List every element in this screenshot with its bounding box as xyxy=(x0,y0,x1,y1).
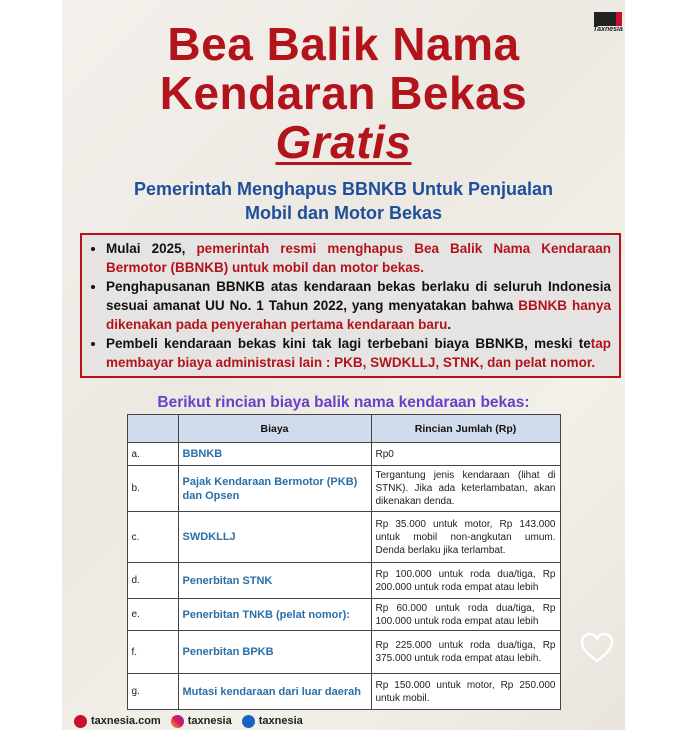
cell-no: b. xyxy=(127,466,178,512)
taxnesia-logo: Taxnesia xyxy=(590,12,626,33)
poster xyxy=(62,0,625,730)
table-row xyxy=(127,512,560,563)
info-box xyxy=(80,233,621,378)
footer-instagram[interactable]: taxnesia xyxy=(187,715,232,727)
cell-no: d. xyxy=(127,563,178,599)
header-biaya: Biaya xyxy=(178,415,371,443)
cell-rincian: Rp 35.000 untuk motor, Rp 143.000 untuk mobil non-angkutan umum. Denda berlaku jika terlambat. xyxy=(371,512,560,563)
cell-biaya: SWDKLLJ xyxy=(178,512,371,563)
cell-no: e. xyxy=(127,599,178,631)
cell-biaya: Penerbitan BPKB xyxy=(178,631,371,674)
heart-icon[interactable] xyxy=(580,632,614,664)
bullet-item xyxy=(106,334,611,372)
subtitle-line-2: Mobil dan Motor Bekas xyxy=(244,203,442,223)
table-row xyxy=(127,466,560,512)
bullet-text: Pembeli kendaraan bekas kini tak lagi terbebani biaya BBNKB, meski te xyxy=(106,336,591,351)
cell-no: f. xyxy=(127,631,178,674)
footer-web[interactable]: taxnesia.com xyxy=(91,715,161,727)
cell-biaya: Mutasi kendaraan dari luar daerah xyxy=(178,674,371,710)
subtitle-line-1: Pemerintah Menghapus BBNKB Untuk Penjualan xyxy=(133,179,554,199)
cell-rincian: Rp 150.000 untuk motor, Rp 250.000 untuk mobil. xyxy=(371,674,560,710)
bullet-text: Penghapusanan BBNKB atas kendaraan bekas berlaku di seluruh Indonesia sesuai amanat UU No. 1 Tahun 2022, yang menyatakan bahwa xyxy=(106,279,611,313)
cell-no: a. xyxy=(127,443,178,466)
table-heading: Berikut rincian biaya balik nama kendaraan bekas: xyxy=(157,394,530,411)
facebook-icon xyxy=(242,715,255,728)
title-line-1: Bea Balik Nama xyxy=(167,18,520,70)
cell-rincian: Rp 60.000 untuk roda dua/tiga, Rp 100.000 untuk roda empat atau lebih xyxy=(371,599,560,631)
header-rincian: Rincian Jumlah (Rp) xyxy=(371,415,560,443)
table-row xyxy=(127,443,560,466)
table-row xyxy=(127,674,560,710)
bullet-text: tap membayar biaya administrasi lain : PKB, SWDKLLJ, STNK, dan pelat nomor. xyxy=(106,336,611,370)
cell-rincian: Tergantung jenis kendaraan (lihat di STNK). Jika ada keterlambatan, akan dikenakan denda. xyxy=(371,466,560,512)
cell-biaya: BBNKB xyxy=(178,443,371,466)
cell-biaya: Pajak Kendaraan Bermotor (PKB) dan Opsen xyxy=(178,466,371,512)
title-line-2: Kendaran Bekas xyxy=(159,67,528,119)
header-no xyxy=(127,415,178,443)
bullet-text: . xyxy=(447,317,452,332)
table-row xyxy=(127,563,560,599)
bullet-item xyxy=(106,239,611,277)
cell-no: g. xyxy=(127,674,178,710)
table-row xyxy=(127,599,560,631)
cell-biaya: Penerbitan TNKB (pelat nomor): xyxy=(178,599,371,631)
cell-rincian: Rp0 xyxy=(371,443,560,466)
instagram-icon xyxy=(171,715,184,728)
cell-no: c. xyxy=(127,512,178,563)
globe-icon xyxy=(74,715,87,728)
cell-rincian: Rp 225.000 untuk roda dua/tiga, Rp 375.000 untuk roda empat atau lebih. xyxy=(371,631,560,674)
footer xyxy=(74,714,303,728)
bullet-text: Mulai 2025, xyxy=(106,241,197,256)
cell-rincian: Rp 100.000 untuk roda dua/tiga, Rp 200.000 untuk roda empat atau lebih xyxy=(371,563,560,599)
cost-table xyxy=(127,414,561,710)
bullet-text: BBNKB hanya dikenakan pada penyerahan pertama kendaraan baru xyxy=(106,298,611,332)
bullet-item xyxy=(106,277,611,334)
title-line-3: Gratis xyxy=(275,116,412,168)
bullet-text: pemerintah resmi menghapus Bea Balik Nama Kendaraan Bermotor (BBNKB) untuk mobil dan motor bekas. xyxy=(106,241,611,275)
footer-facebook[interactable]: taxnesia xyxy=(258,715,303,727)
cell-biaya: Penerbitan STNK xyxy=(178,563,371,599)
table-row xyxy=(127,631,560,674)
subtitle xyxy=(62,177,625,225)
